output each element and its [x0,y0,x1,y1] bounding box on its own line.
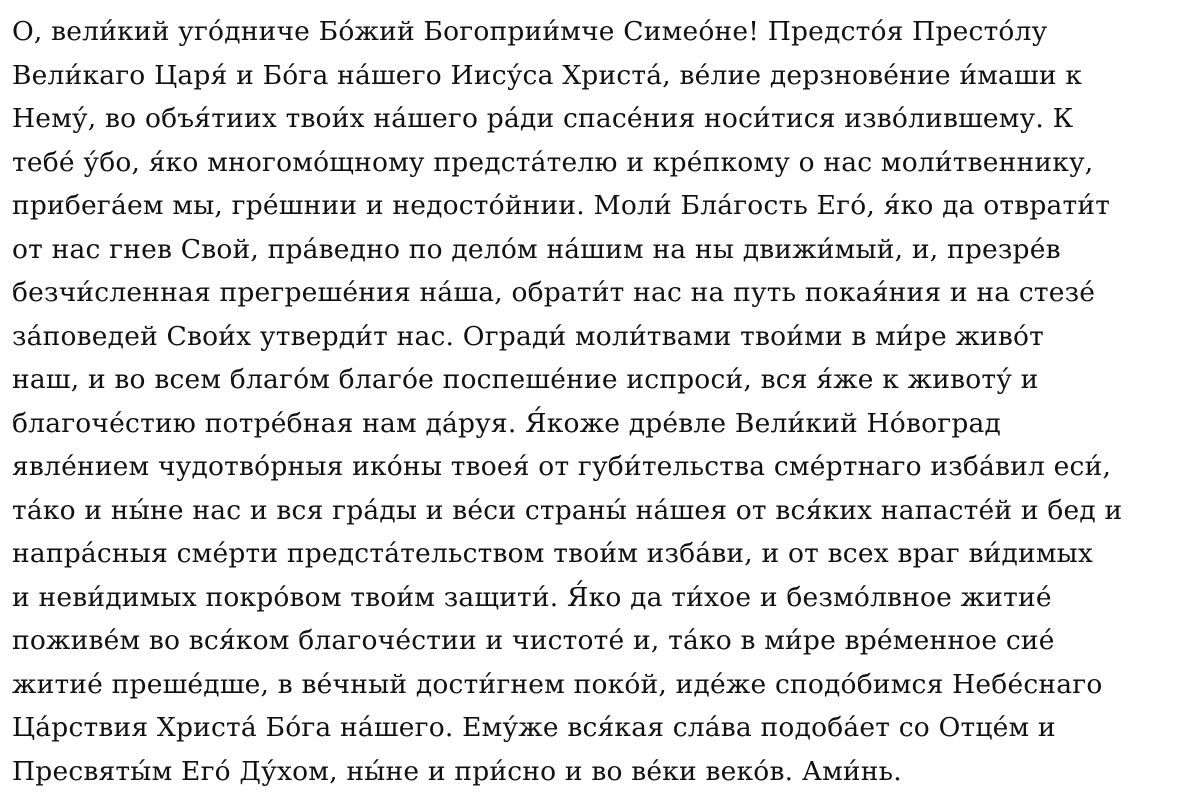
prayer-line: Нему́, во объя́тиих твои́х на́шего ра́ди спасе́ния носи́тися изво́лившему. К [12,103,1074,134]
prayer-text [12,0,1192,793]
prayer-line: за́поведей Свои́х утверди́т нас. Огради́ моли́твами твои́ми в ми́ре живо́т [12,320,1045,352]
prayer-line: тебе́ у́бо, я́ко многомо́щному предста́телю и кре́пкому о нас моли́твеннику, [12,146,1094,178]
prayer-line: та́ко и ны́не нас и вся гра́ды и ве́си страны́ на́шея от вся́ких напасте́й и бед и [12,494,1123,526]
prayer-line: безчи́сленная прегреше́ния на́ша, обрати́т нас на путь покая́ния и на стезе́ [12,277,1096,308]
prayer-line: и неви́димых покро́вом твои́м защити́. Я́ко да ти́хое и безмо́лвное житие́ [12,581,1052,613]
prayer-line: наш, и во всем благо́м благо́е поспеше́ние испроси́, вся я́же к животу́ и [12,364,1039,395]
prayer-line: Вели́каго Царя́ и Бо́га на́шего Иису́са Христа́, ве́лие дерзнове́ние и́маши к [12,59,1083,91]
prayer-line: явле́нием чудотво́рныя ико́ны твоея́ от губи́тельства сме́ртнаго изба́вил еси́, [12,451,1112,482]
prayer-line: напра́сныя сме́рти предста́тельством твои́м изба́ви, и от всех враг ви́димых [12,538,1094,569]
prayer-line: от нас гнев Свой, пра́ведно по дело́м на́шим на ны движи́мый, и, презре́в [12,233,1061,265]
prayer-line: Пресвяты́м Его́ Ду́хом, ны́не и при́сно и во ве́ки веко́в. Ами́нь. [12,755,902,787]
prayer-line: Ца́рствия Христа́ Бо́га на́шего. Ему́же вся́кая сла́ва подоба́ет со Отце́м и [12,712,1056,743]
prayer-line: житие́ преше́дше, в ве́чный дости́гнем поко́й, иде́же сподо́бимся Небе́снаго [12,668,1103,700]
prayer-line: благоче́стию потре́бная нам да́руя. Я́коже дре́вле Вели́кий Но́воград [12,407,1001,439]
prayer-line: прибега́ем мы, гре́шнии и недосто́йнии. Моли́ Бла́гость Его́, я́ко да отврати́т [12,190,1111,221]
prayer-line: поживе́м во вся́ком благоче́стии и чистоте́ и, та́ко в ми́ре вре́менное сие́ [12,625,1055,656]
prayer-line: О, вели́кий уго́дниче Бо́жий Богоприи́мче Симео́не! Предсто́я Престо́лу [12,16,1048,47]
